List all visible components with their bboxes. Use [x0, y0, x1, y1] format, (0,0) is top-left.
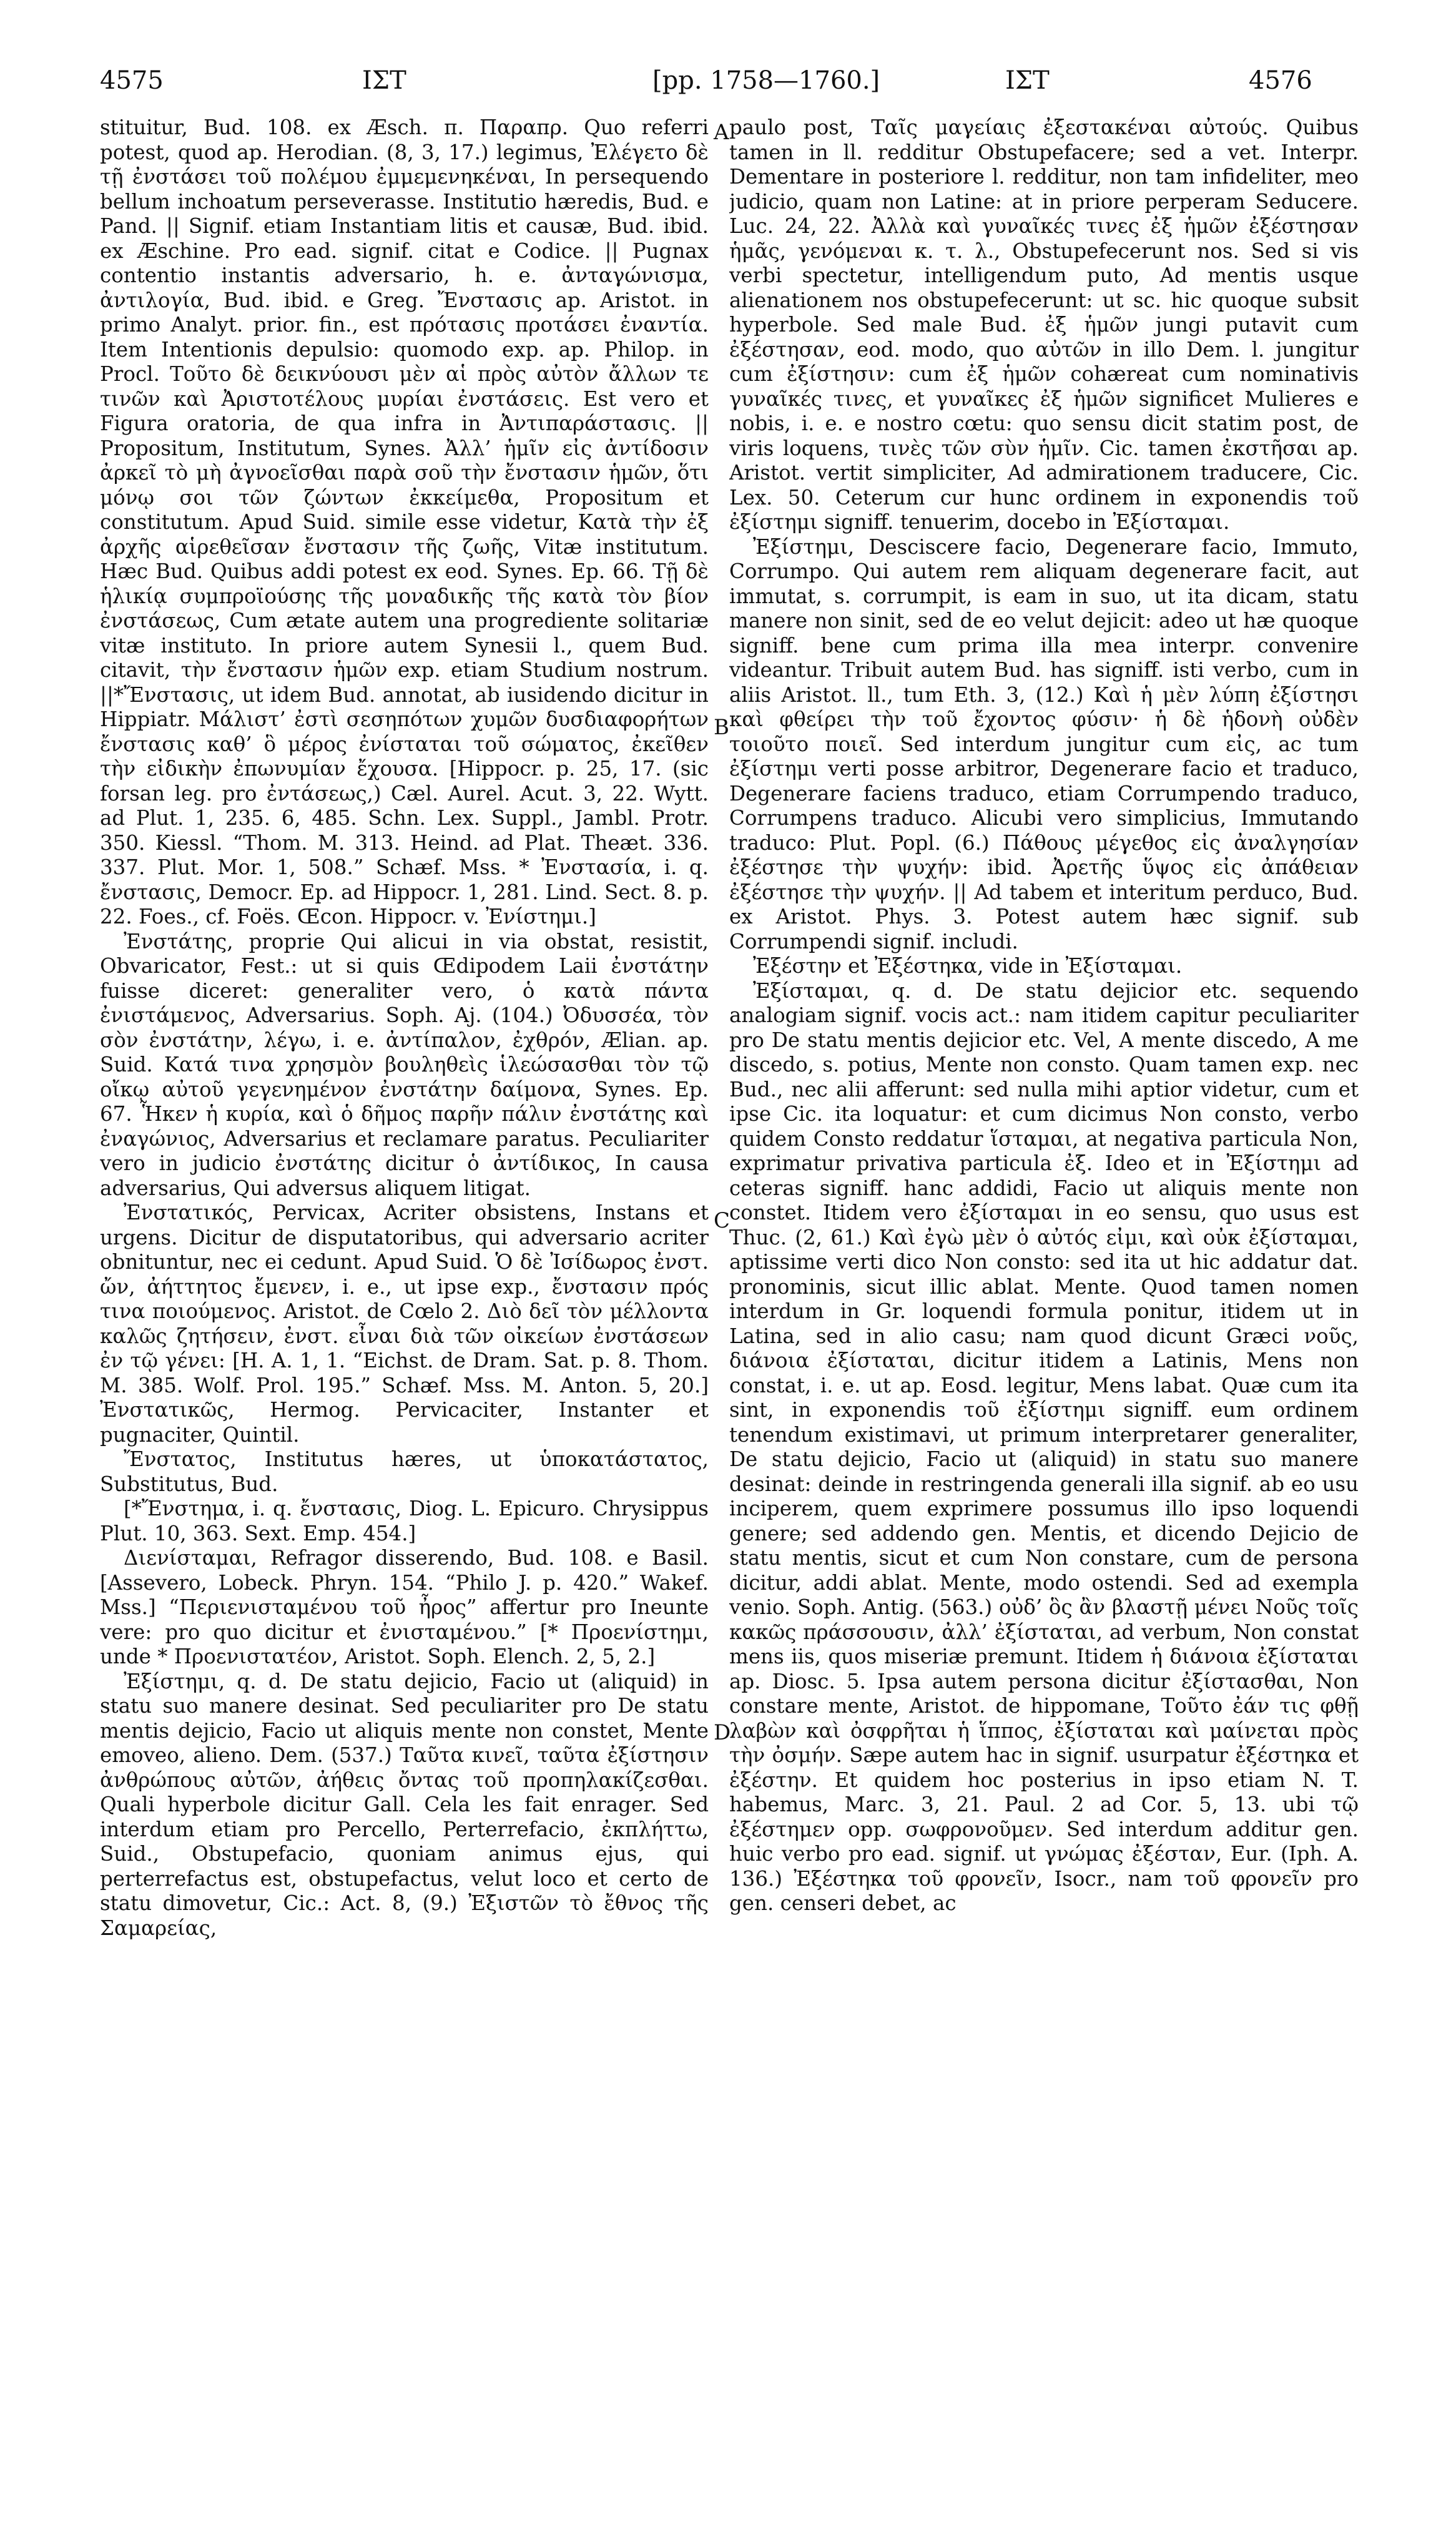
left-page-number: 4575: [100, 66, 164, 95]
right-page-number: 4576: [1249, 66, 1312, 95]
entry-enstasis-continued: stituitur, Bud. 108. ex Æsch. π. Παραπρ. Quo referri potest, quod ap. Herodian. (8, 3, 17.) legimus, Ἐλέγετο δὲ τῇ ἐνστάσει τοῦ πολέμου ἐμμεμενηκέναι, In persequendo bellum inchoatum perseverasse. Institutio hæredis, Bud. e Pand. || Signif. etiam Instantiam litis et causæ, Bud. ibid. ex Æschine. Pro ead. signif. citat e Codice. || Pugnax contentio instantis adversario, h. e. ἀνταγώνισμα, ἀντιλογία, Bud. ibid. e Greg. Ἔνστασις ap. Aristot. in primo Analyt. prior. fin., est πρότασις προτάσει ἐναντία. Item Intentionis depulsio: quomodo exp. ap. Philop. in Procl. Τοῦτο δὲ δεικνύουσι μὲν αἱ πρὸς αὐτὸν ἄλλων τε τινῶν καὶ Ἀριστοτέλους μυρίαι ἐνστάσεις. Est vero et Figura oratoria, de qua infra in Ἀντιπαράστασις. || Propositum, Institutum, Synes. Ἀλλ’ ἡμῖν εἰς ἀντίδοσιν ἀρκεῖ τὸ μὴ ἀγνοεῖσθαι παρὰ σοῦ τὴν ἔνστασιν ἡμῶν, ὅτι μόνῳ σοι τῶν ζώντων ἐκκείμεθα, Propositum et constitutum. Apud Suid. simile esse videtur, Κατὰ τὴν ἐξ ἀρχῆς αἱρεθεῖσαν ἔνστασιν τῆς ζωῆς, Vitæ institutum. Hæc Bud. Quibus addi potest ex eod. Synes. Ep. 66. Τῇ δὲ ἡλικίᾳ συμπροϊούσης τῆς μοναδικῆς τῆς κατὰ τὸν βίον ἐνστάσεως, Cum ætate autem una progrediente solitariæ vitæ instituto. In priore autem Synesii l., quem Bud. citavit, τὴν ἔνστασιν ἡμῶν exp. etiam Studium nostrum. ||*Ἔνστασις, ut idem Bud. annotat, ab iusidendo dicitur in Hippiatr. Μάλιστ’ ἐστὶ σεσηπότων χυμῶν δυσδιαφορήτων ἔνστασις καθ’ ὃ μέρος ἐνίσταται τοῦ σώματος, ἐκεῖθεν τὴν εἰδικὴν ἐπωνυμίαν ἔχουσα. [Hippocr. p. 25, 17. (sic forsan leg. pro ἐντάσεως,) Cæl. Aurel. Acut. 3, 22. Wytt. ad Plut. 1, 235. 6, 485. Schn. Lex. Suppl., Jambl. Protr. 350. Kiessl. “Thom. M. 313. Heind. ad Plat. Theæt. 336. 337. Plut. Mor. 1, 508.” Schæf. Mss. * Ἐνστασία, i. q. ἔνστασις, Democr. Ep. ad Hippocr. 1, 281. Lind. Sect. 8. p. 22. Foes., cf. Foës. Œcon. Hippocr. v. Ἐνίστημι.]: [100, 116, 709, 928]
entry-existemi: Ἐξίστημι, q. d. De statu dejicio, Facio ut (aliquid) in statu suo manere desinat. Sed peculiariter pro De statu mentis dejicio, Facio ut aliquis mente non constet, Mente emoveo, alieno. Dem. (537.) Ταῦτα κινεῖ, ταῦτα ἐξίστησιν ἀνθρώπους αὐτῶν, ἀήθεις ὄντας τοῦ προπηλακίζεσθαι. Quali hyperbole dicitur Gall. Cela les fait enrager. Sed interdum etiam pro Percello, Perterrefacio, ἐκπλήττω, Suid., Obstupefacio, quoniam animus ejus, qui perterrefactus est, obstupefactus, velut loco et certo de statu dimovetur, Cic.: Act. 8, (9.) Ἐξιστῶν τὸ ἔθνος τῆς Σαμαρείας,: [100, 1669, 709, 1940]
page-header: [0, 0, 1456, 106]
entry-existemi-desciscere: Ἐξίστημι, Desciscere facio, Degenerare facio, Immuto, Corrumpo. Qui autem rem aliquam degenerare facit, aut immutat, s. corrumpit, is eam in suo, ut ita dicam, statu manere non sinit, sed de eo velut dejicit: adeo ut hæ quoque signiff. bene cum prima illa mea interpr. convenire videantur. Tribuit autem Bud. has signiff. isti verbo, cum in aliis Aristot. ll., tum Eth. 3, (12.) Καὶ ἡ μὲν λύπη ἐξίστησι καὶ φθείρει τὴν τοῦ ἔχοντος φύσιν· ἡ δὲ ἡδονὴ οὐδὲν τοιοῦτο ποιεῖ. Sed interdum jungitur cum εἰς, ac tum ἐξίστημι verti posse arbitror, Degenerare facio et traduco, Degenerare faciens traduco, etiam Corrumpendo traduco, Corrumpens traduco. Alicubi vero simplicius, Immutando traduco: Plut. Popl. (6.) Πάθους μέγεθος εἰς ἀναλγησίαν ἐξέστησε τὴν ψυχήν: ibid. Ἀρετῆς ὕψος εἰς ἀπάθειαν ἐξέστησε τὴν ψυχήν. || Ad tabem et interitum perduco, Bud. ex Aristot. Phys. 3. Potest autem hæc signif. sub Corrumpendi signif. includi.: [729, 534, 1359, 953]
margin-letter-b: B: [714, 715, 729, 740]
entry-dienistamai: Διενίσταμαι, Refragor disserendo, Bud. 108. e Basil. [Assevero, Lobeck. Phryn. 154. “Philo J. p. 420.” Wakef. Mss.] “Περιενισταμένου τοῦ ἦρος” affertur pro Ineunte vere: pro quo dicitur et ἐνισταμένου.” [* Προενίστημι, unde * Προενιστατέον, Aristot. Soph. Elench. 2, 5, 2.]: [100, 1546, 709, 1668]
right-running-head: ΙΣΤ: [1005, 66, 1050, 95]
left-running-head: ΙΣΤ: [362, 66, 406, 95]
entry-exesten: Ἐξέστην et Ἐξέστηκα, vide in Ἐξίσταμαι.: [753, 954, 1183, 978]
margin-letter-d: D: [714, 1720, 731, 1745]
right-column: [729, 116, 1359, 2501]
center-page-range: [pp. 1758—1760.]: [652, 66, 880, 95]
entry-enstatikos: Ἐνστατικός, Pervicax, Acriter obsistens, Instans et urgens. Dicitur de disputatoribus, qui adversario acriter obnituntur, nec ei cedunt. Apud Suid. Ὁ δὲ Ἰσίδωρος ἐνστ. ὤν, ἀήττητος ἔμενεν, i. e., ut ipse exp., ἔνστασιν πρός τινα ποιούμενος. Aristot. de Cœlo 2. Διὸ δεῖ τὸν μέλλοντα καλῶς ζητήσειν, ἐνστ. εἶναι διὰ τῶν οἰκείων ἐνστάσεων ἐν τῷ γένει: [H. A. 1, 1. “Eichst. de Dram. Sat. p. 8. Thom. M. 385. Wolf. Prol. 195.” Schæf. Mss. M. Anton. 5, 20.] Ἐνστατικῶς, Hermog. Pervicaciter, Instanter et pugnaciter, Quintil.: [100, 1201, 709, 1447]
entry-enstates: Ἐνστάτης, proprie Qui alicui in via obstat, resistit, Obvaricator, Fest.: ut si quis Œdipodem Laii ἐνστάτην fuisse diceret: generaliter vero, ὁ κατὰ πάντα ἐνιστάμενος, Adversarius. Soph. Aj. (104.) Ὀδυσσέα, τὸν σὸν ἐνστάτην, λέγω, i. e. ἀντίπαλον, ἐχθρόν, Ælian. ap. Suid. Κατά τινα χρησμὸν βουληθεὶς ἱλεώσασθαι τὸν τῷ οἴκῳ αὐτοῦ γεγενημένον ἐνστάτην δαίμονα, Synes. Ep. 67. Ἧκεν ἡ κυρία, καὶ ὁ δῆμος παρῆν πάλιν ἐνστάτης καὶ ἐναγώνιος, Adversarius et reclamare paratus. Peculiariter vero in judicio ἐνστάτης dicitur ὁ ἀντίδικος, In causa adversarius, Qui adversus aliquem litigat.: [100, 929, 709, 1200]
entry-enstatos: Ἔνστατος, Institutus hæres, ut ὑποκατάστατος, Substitutus, Bud.: [100, 1447, 709, 1496]
entry-existemi-continued: paulo post, Ταῖς μαγείαις ἐξεστακέναι αὐτούς. Quibus tamen in ll. redditur Obstupefacere; sed a vet. Interpr. Dementare in posteriore l. redditur, non tam infideliter, meo judicio, quam non Latine: at in priore perperam Seducere. Luc. 24, 22. Ἀλλὰ καὶ γυναῖκές τινες ἐξ ἡμῶν ἐξέστησαν ἡμᾶς, γενόμεναι κ. τ. λ., Obstupefecerunt nos. Sed si vis verbi spectetur, intelligendum puto, Ad mentis usque alienationem nos obstupefecerunt: ut sc. hic quoque subsit hyperbole. Sed male Bud. ἐξ ἡμῶν jungi putavit cum ἐξέστησαν, eod. modo, quo αὐτῶν in illo Dem. l. jungitur cum ἐξίστησιν: cum ἐξ ἡμῶν cohæreat cum nominativis γυναῖκές τινες, et γυναῖκες ἐξ ἡμῶν significet Mulieres e nobis, i. e. e nostro cœtu: quo sensu dicit statim post, de viris loquens, τινὲς τῶν σὺν ἡμῖν. Cic. tamen ἐκστῆσαι ap. Aristot. vertit simpliciter, Ad admirationem traducere, Cic. Lex. 50. Ceterum cur hunc ordinem in exponendis τοῦ ἐξίστημι signiff. tenuerim, docebo in Ἐξίσταμαι.: [729, 116, 1359, 534]
entry-existamai: Ἐξίσταμαι, q. d. De statu dejicior etc. sequendo analogiam signif. vocis act.: nam itidem capitur peculiariter pro De statu mentis dejicior etc. Vel, A mente discedo, A me discedo, s. potius, Mente non consto. Quam tamen exp. nec Bud., nec alii afferunt: sed nulla mihi aptior videtur, cum et ipse Cic. ita loquatur: et cum dicimus Non consto, verbo quidem Consto reddatur ἵσταμαι, at negativa particula Non, exprimatur privativa particula ἐξ. Ideo et in Ἐξίστημι ad ceteras signiff. hanc addidi, Facio ut aliquis mente non constet. Itidem vero ἐξίσταμαι in eo sensu, quo usus est Thuc. (2, 61.) Καὶ ἐγὼ μὲν ὁ αὐτός εἰμι, καὶ οὐκ ἐξίσταμαι, aptissime verti dico Non consto: sed ita ut hic addatur dat. pronominis, sicut illic ablat. Mente. Quod tamen nomen interdum in Gr. loquendi formula ponitur, itidem ut in Latina, sed in alio casu; nam quod dicunt Græci νοῦς, διάνοια ἐξίσταται, dicitur itidem a Latinis, Mens non constat, i. e. ut ap. Eosd. legitur, Mens labat. Quæ cum ita sint, in exponendis τοῦ ἐξίστημι signiff. eum ordinem tenendum existimavi, ut primum interpretarer generaliter, De statu dejicio, Facio ut (aliquid) in statu suo manere desinat: deinde in restringenda generali illa signif. ab eo usu inciperem, quem exprimere possumus illo ipso loquendi genere; sed addendo gen. Mentis, et dicendo Dejicio de statu mentis, sicut et cum Non constare, cum de persona dicitur, addi ablat. Mente, modo ostendi. Sed ad exempla venio. Soph. Antig. (563.) οὐδ’ ὃς ἂν βλαστῇ μένει Νοῦς τοῖς κακῶς πράσσουσιν, ἀλλ’ ἐξίσταται, ad verbum, Non constat mens iis, quos miseriæ premunt. Itidem ἡ διάνοια ἐξίσταται ap. Diosc. 5. Ipsa autem persona dicitur ἐξίστασθαι, Non constare mente, Aristot. de hippomane, Τοῦτο ἐάν τις φθῇ λαβὼν καὶ ὀσφρῆται ἡ ἵππος, ἐξίσταται καὶ μαίνεται πρὸς τὴν ὀσμήν. Sæpe autem hac in signif. usurpatur ἐξέστηκα et ἐξέστην. Et quidem hoc posterius in ipso etiam N. T. habemus, Marc. 3, 21. Paul. 2 ad Cor. 5, 13. ubi τῷ ἐξέστημεν opp. σωφρονοῦμεν. Sed interdum additur gen. huic verbo pro ead. signif. ut γνώμας ἐξέσταν, Eur. (Iph. A. 136.) Ἐξέστηκα τοῦ φρονεῖν, Isocr., nam τοῦ φρονεῖν pro gen. censeri debet, ac: [729, 978, 1359, 1915]
left-column: [100, 116, 709, 2501]
margin-letter-c: C: [714, 1208, 730, 1233]
entry-enstema: [*Ἔνστημα, i. q. ἔνστασις, Diog. L. Epicuro. Chrysippus Plut. 10, 363. Sext. Emp. 454.]: [100, 1497, 709, 1545]
margin-letter-a: A: [714, 120, 729, 145]
